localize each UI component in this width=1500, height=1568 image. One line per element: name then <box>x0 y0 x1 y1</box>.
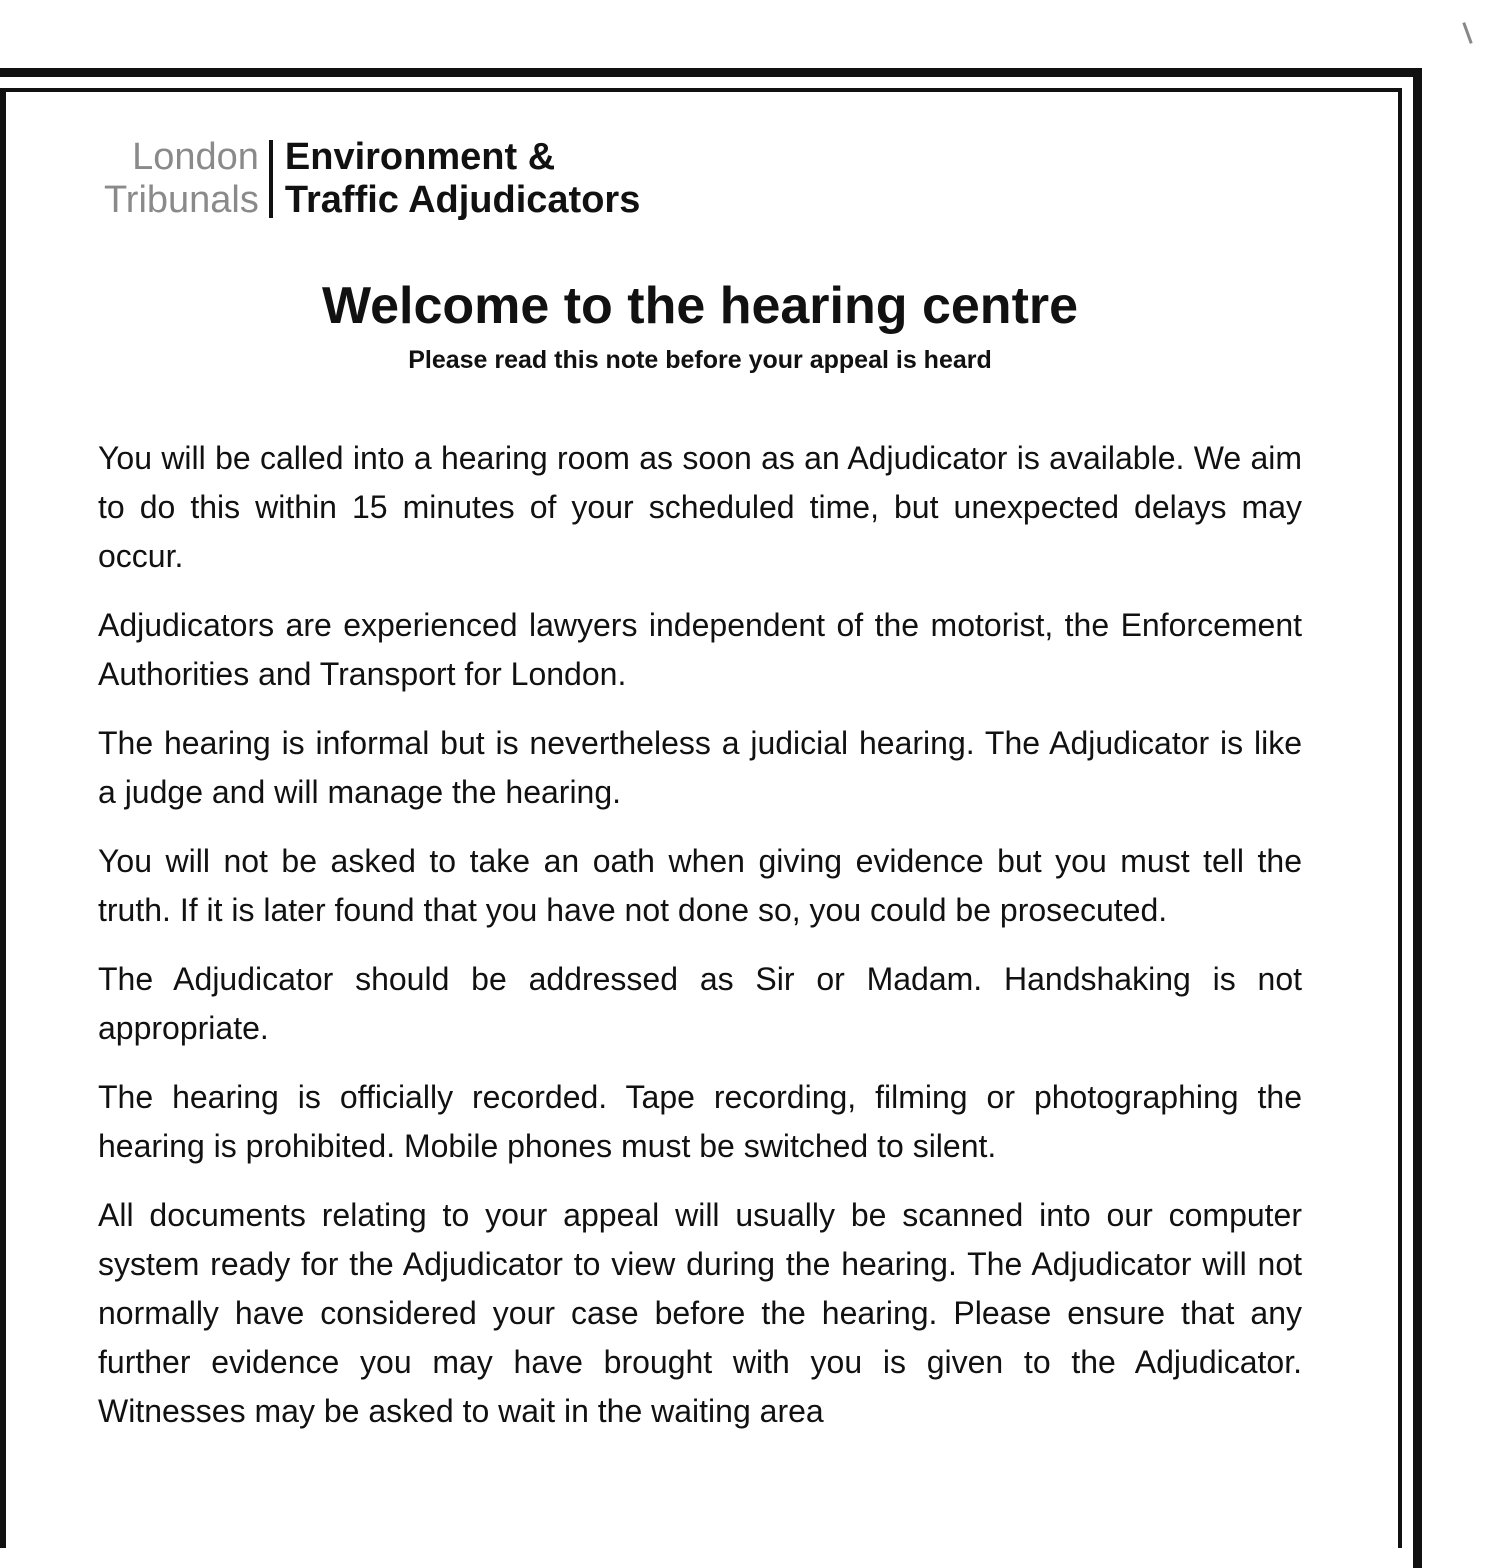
logo-london: London <box>132 136 259 178</box>
paragraph-recording: The hearing is officially recorded. Tape recording, filming or photographing the hearing is prohibited. Mobile phones must be switched to silent. <box>98 1079 1302 1164</box>
paragraph-informal-hearing: The hearing is informal but is nevertheless a judicial hearing. The Adjudicator is like a judge and will manage the hearing. <box>98 725 1302 810</box>
paragraph-adjudicators: Adjudicators are experienced lawyers independent of the motorist, the Enforcement Authorities and Transport for London. <box>98 607 1302 692</box>
scan-artifact-mark <box>1462 22 1472 44</box>
notice-body <box>98 434 1302 1456</box>
paragraph-oath: You will not be asked to take an oath when giving evidence but you must tell the truth. If it is later found that you have not done so, you could be prosecuted. <box>98 843 1302 928</box>
logo-left-text <box>104 136 269 222</box>
logo-tribunals: Tribunals <box>104 179 259 221</box>
logo-right-text <box>273 136 640 222</box>
logo-traffic-adjudicators: Traffic Adjudicators <box>284 179 641 221</box>
page-subtitle: Please read this note before your appeal is heard <box>408 346 992 374</box>
paragraph-called-in: You will be called into a hearing room as soon as an Adjudicator is available. We aim to do this within 15 minutes of your scheduled time, but unexpected delays may occur. <box>98 440 1302 574</box>
logo-environment: Environment & <box>284 136 556 178</box>
paragraph-documents: All documents relating to your appeal will usually be scanned into our computer system ready for the Adjudicator to view during the hearing. The Adjudicator will not normally have considered your case before the hearing. Please ensure that any further evidence you may have brought with you is given to the Adjudicator. Witnesses may be asked to wait in the waiting area <box>98 1197 1302 1429</box>
paragraph-address: The Adjudicator should be addressed as Sir or Madam. Handshaking is not appropriate. <box>98 961 1302 1046</box>
tribunal-logo <box>104 136 640 222</box>
page-title: Welcome to the hearing centre <box>321 277 1079 335</box>
